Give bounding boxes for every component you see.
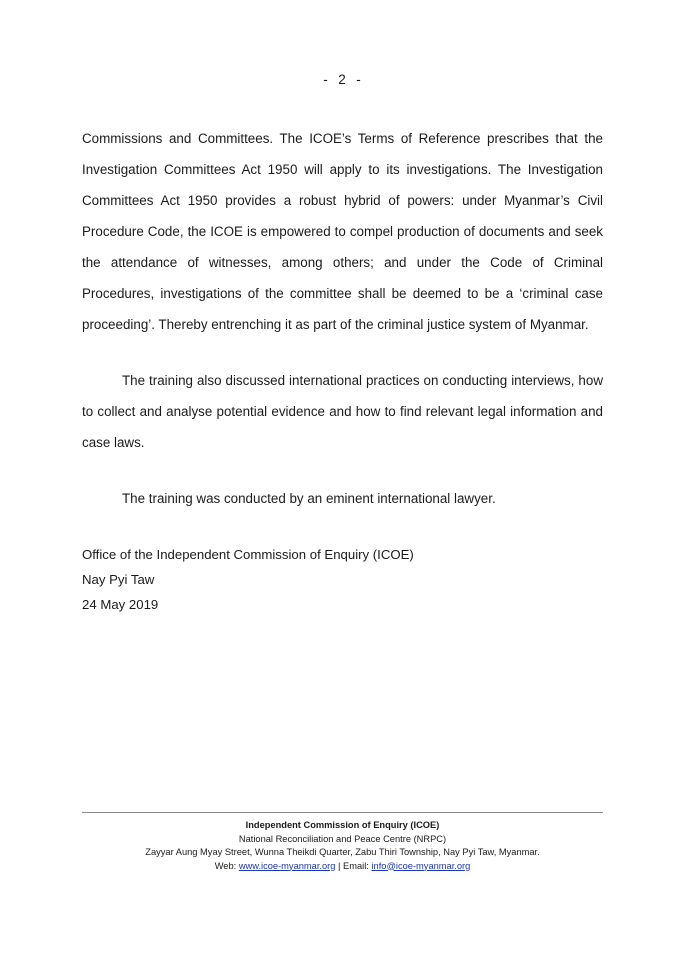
footer-contact-line <box>82 860 603 874</box>
footer-web-label: Web: <box>214 860 237 871</box>
signoff-block <box>82 542 603 617</box>
footer-address: Zayyar Aung Myay Street, Wunna Theikdi Quarter, Zabu Thiri Township, Nay Pyi Taw, Myanmar. <box>145 847 540 857</box>
footer-organisation: Independent Commission of Enquiry (ICOE) <box>245 820 440 830</box>
footer-email-link[interactable]: info@icoe-myanmar.org <box>371 860 471 871</box>
footer-centre: National Reconciliation and Peace Centre (NRPC) <box>238 833 447 844</box>
page-number: - 2 - <box>323 72 362 87</box>
signoff-office: Office of the Independent Commission of Enquiry (ICOE) <box>82 547 414 562</box>
page-footer <box>82 812 603 873</box>
signoff-city: Nay Pyi Taw <box>82 572 155 587</box>
footer-separator: | <box>335 860 344 871</box>
body-text <box>82 123 603 514</box>
paragraph-3: The training was conducted by an eminent international lawyer. <box>122 491 496 506</box>
signoff-date: 24 May 2019 <box>82 597 159 612</box>
paragraph-1: Commissions and Committees. The ICOE’s Terms of Reference prescribes that the Investigation Committees Act 1950 will apply to its investigations. The Investigation Committees Act 1950 provides a robust hybrid of powers: under Myanmar’s Civil Procedure Code, the ICOE is empowered to compel production of documents and seek the attendance of witnesses, among others; and under the Code of Criminal Procedures, investigations of the committee shall be deemed to be a ‘criminal case proceeding’. Thereby entrenching it as part of the criminal justice system of Myanmar. <box>82 131 603 332</box>
footer-divider <box>82 812 603 813</box>
footer-email-label: Email: <box>343 860 369 871</box>
footer-web-link[interactable]: www.icoe-myanmar.org <box>238 860 336 871</box>
paragraph-2: The training also discussed international practices on conducting interviews, how to collect and analyse potential evidence and how to find relevant legal information and case laws. <box>82 373 603 450</box>
